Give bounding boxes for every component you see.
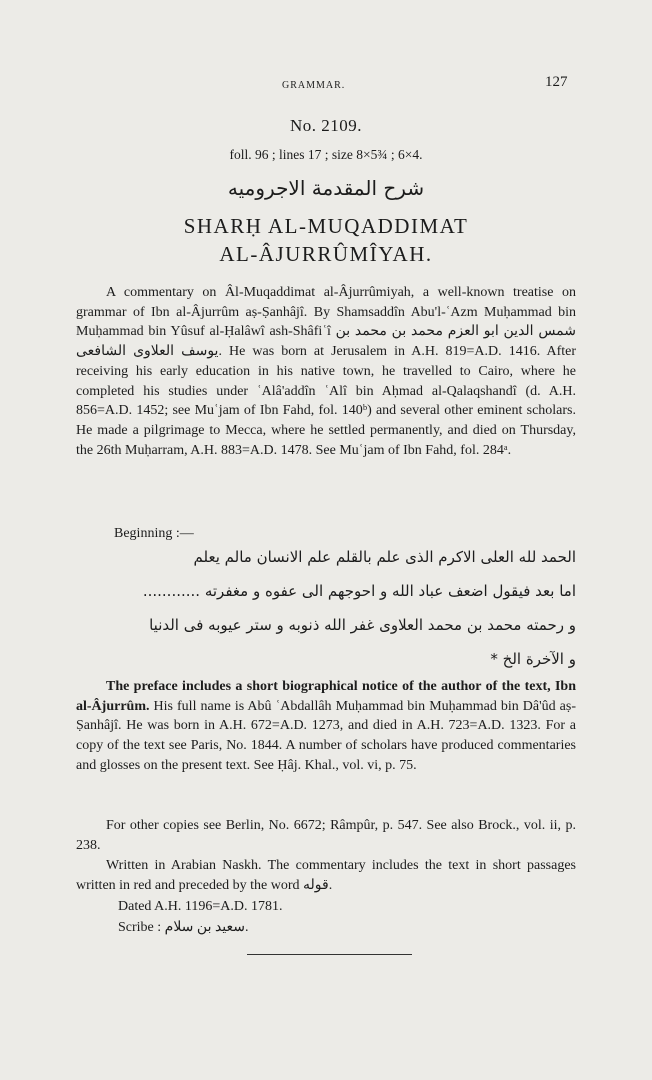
script-paragraph bbox=[76, 856, 576, 895]
page-number: 127 bbox=[545, 74, 568, 90]
commentary-text: A commentary on Âl-Muqaddimat al-Âjurrûmiyah, a well-known treatise on grammar of Ibn al-Âjurrûm aṣ-Ṣanhâjî. By Shamsaddîn Abu'l-ʿAzm Muḥammad bin Muḥammad bin Yûsuf al-Ḥalâwî ash-Shâfiʿî شمس الدين ابو العزم محمد بن محمد بن يوسف العلاوى الشافعى. He was born at Jerusalem in A.H. 819=A.D. 1416. After receiving his early education in his native town, he travelled to Cairo, where he completed his studies under ʿAlâ'addîn ʿAlî bin Aḥmad al-Qalaqshandî (d. A.H. 856=A.D. 1452; see Muʿjam of Ibn Fahd, fol. 140ᵇ) and several other eminent scholars. He made a pilgrimage to Mecca, where he settled permanently, and died on Thursday, the 26th Muḥarram, A.H. 883=A.D. 1478. See Muʿjam of Ibn Fahd, fol. 284ᵃ. bbox=[76, 285, 577, 458]
arabic-line: اما بعد فيقول اضعف عباد الله و احوجهم الى عفوه و مغفرته ............ bbox=[142, 582, 576, 600]
arabic-line: الحمد لله العلى الاكرم الذى علم بالقلم علم الانسان مالم يعلم bbox=[193, 548, 576, 566]
preface-paragraph bbox=[76, 677, 576, 776]
closing-rule bbox=[247, 954, 412, 955]
beginning-arabic-text bbox=[76, 540, 576, 676]
preface-lead: The preface includes a short biographical notice of the author of the text, Ibn al-Âjurrûm. bbox=[76, 679, 576, 714]
arabic-line: و رحمته محمد بن محمد العلاوى غفر الله ذنوبه و ستر عيوبه فى الدنيا bbox=[149, 616, 576, 634]
commentary-paragraph bbox=[76, 283, 576, 460]
arabic-title: شرح المقدمة الاجروميه bbox=[227, 176, 425, 200]
arabic-line: و الآخرة الخ * bbox=[490, 650, 576, 668]
section-heading: GRAMMAR. bbox=[282, 80, 346, 91]
dated-line: Dated A.H. 1196=A.D. 1781. bbox=[118, 899, 283, 914]
title-line-2: AL-ÂJURRÛMÎYAH. bbox=[219, 242, 433, 266]
beginning-label: Beginning :— bbox=[114, 526, 194, 541]
scribe-line: Scribe : سعيد بن سلام. bbox=[118, 920, 249, 935]
written-text: Written in Arabian Naskh. The commentary includes the text in short passages written in red and preceded by the word قوله. bbox=[76, 858, 576, 893]
title-line-1: SHARḤ AL-MUQADDIMAT bbox=[183, 214, 469, 238]
preface-text: His full name is Abû ʿAbdallâh Muḥammad bin Muḥammad bin Dâ'ûd aṣ-Ṣanhâjî. He was born in A.H. 672=A.D. 1273, and died in A.H. 723=A.D. 1323. For a copy of the text see Paris, No. 1844. A number of scholars have produced commentaries and glosses on the present text. See Ḥâj. Khal., vol. vi, p. 75. bbox=[76, 698, 576, 773]
entry-number: No. 2109. bbox=[289, 116, 363, 135]
other-copies-paragraph bbox=[76, 816, 576, 855]
other-copies-text: For other copies see Berlin, No. 6672; Râmpûr, p. 547. See also Brock., vol. ii, p. 238. bbox=[76, 818, 576, 853]
collation-line: foll. 96 ; lines 17 ; size 8×5¾ ; 6×4. bbox=[229, 147, 423, 162]
